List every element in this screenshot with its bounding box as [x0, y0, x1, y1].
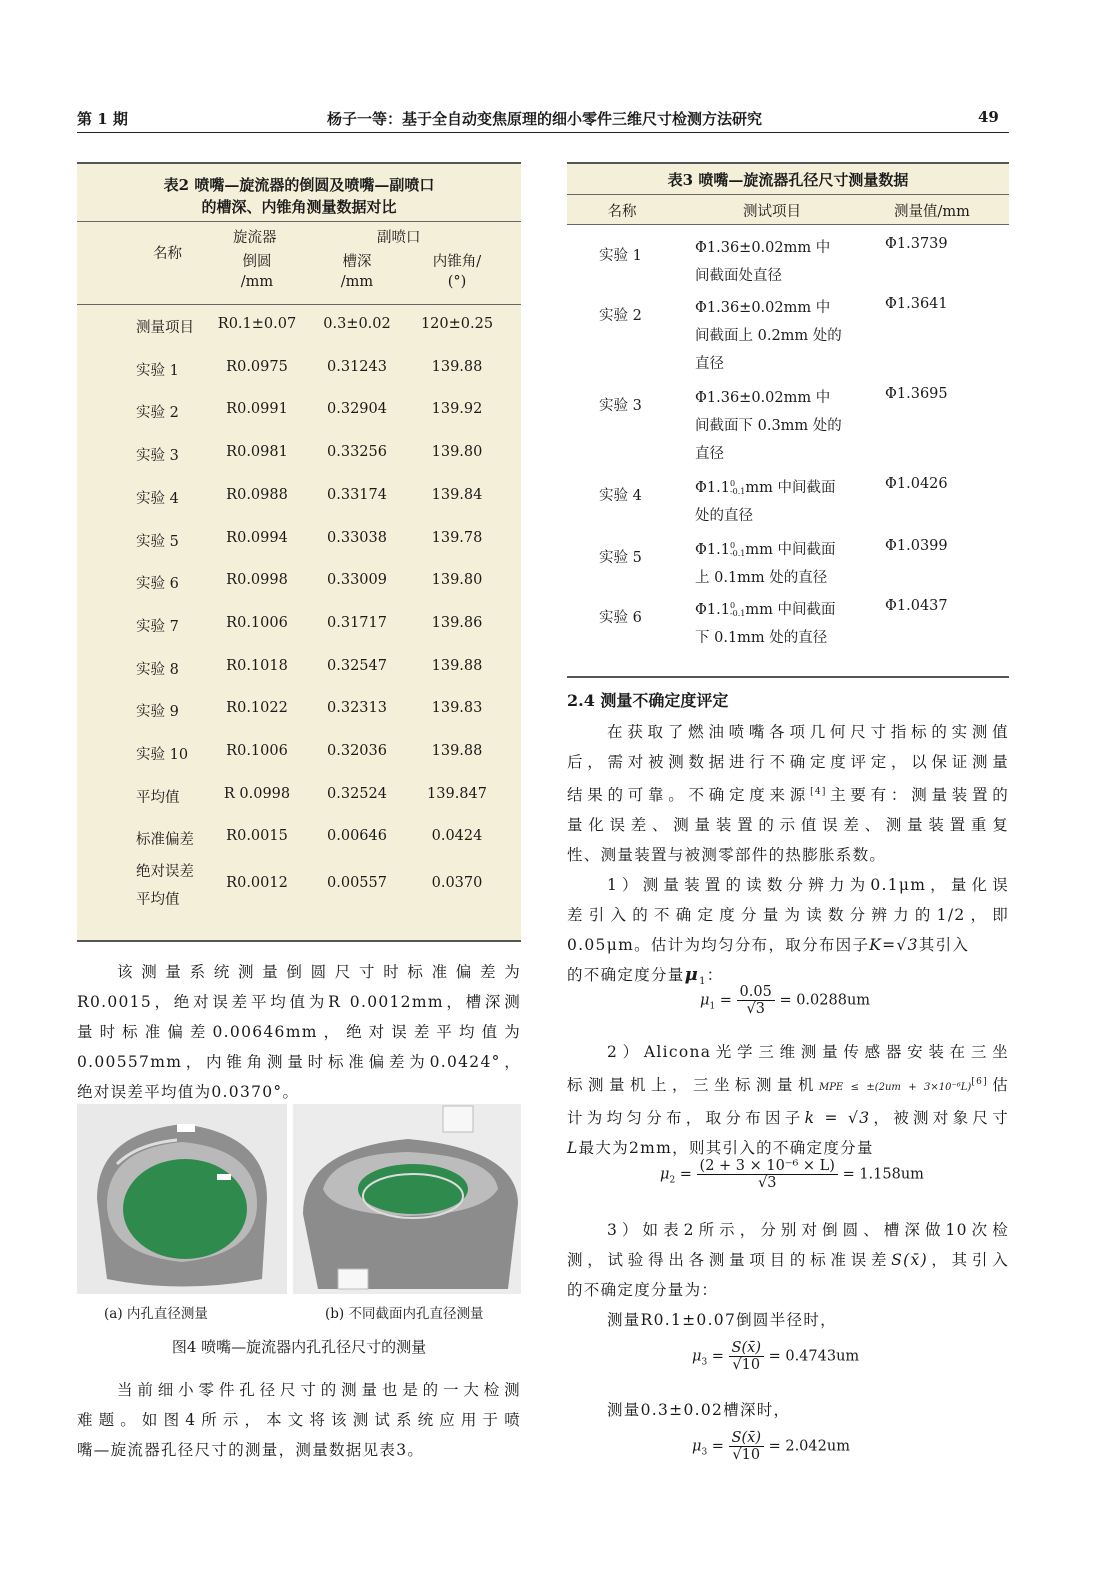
t3-head-value: 测量值/mm — [894, 204, 970, 220]
t3-row6-name: 实验 6 — [599, 610, 642, 626]
sx-expression: S(x̄) — [891, 1251, 928, 1269]
eq-denominator: √3 — [746, 1001, 765, 1017]
item-text: mm 中间截面 — [745, 480, 836, 496]
equation-2: $\mu_2$ = $\frac{\text{(2 + 3 × 10⁻⁶ × L)}}{√3}$ = 1.158um — [660, 1158, 924, 1191]
table-cell: 139.88 — [431, 743, 483, 759]
row-label: 实验 2 — [136, 405, 179, 422]
table-cell: 139.92 — [431, 401, 483, 418]
eq-numerator: (2 + 3 × 10⁻⁶ × L) — [697, 1158, 838, 1175]
text-line: 后，需对被测数据进行不确定度评定，以保证测量 — [567, 753, 1009, 771]
table-cell: R0.1022 — [226, 700, 288, 717]
text-line — [567, 1103, 1009, 1133]
tolerance-upper: 0 — [729, 479, 736, 488]
t3-row5-value: Φ1.0399 — [885, 538, 948, 554]
table-3-rule — [567, 224, 1009, 225]
t2-head-col2-unit: /mm — [340, 274, 374, 290]
text-line — [567, 1245, 1009, 1275]
equation-3: $\mu_3$ = $\frac{S(x̄)}{√10}$ = 0.4743um — [692, 1340, 860, 1373]
table-cell: 139.80 — [431, 572, 483, 589]
table-cell: R0.0015 — [226, 828, 288, 845]
eq-sub: 2 — [669, 1175, 676, 1186]
section-paragraph-4 — [567, 1395, 1009, 1425]
t3-row5-item: 上 0.1mm 处的直径 — [695, 570, 828, 586]
t3-row1-value: Φ1.3739 — [885, 236, 948, 252]
t3-row2-item: 间截面上 0.2mm 处的 — [695, 328, 842, 344]
figure-4a-image — [77, 1104, 287, 1294]
row-label: 实验 8 — [136, 661, 179, 678]
text-line: 2）Alicona光学三维测量传感器安装在三坐 — [607, 1043, 1009, 1061]
t3-row3-name: 实验 3 — [599, 398, 642, 414]
eq-sub: 3 — [701, 1357, 708, 1368]
t2-head-col3-unit: (°) — [447, 274, 467, 290]
t3-row4-item: 处的直径 — [695, 508, 753, 524]
eq-lhs: μ — [692, 1348, 702, 1365]
text-fragment: ，其引入 — [927, 1251, 1009, 1269]
item-text: Φ1.1 — [695, 542, 730, 558]
t3-row3-value: Φ1.3695 — [885, 386, 948, 402]
header-rule — [77, 132, 1009, 133]
t2-head-group2: 副喷口 — [377, 230, 421, 246]
table-cell: 0.00646 — [327, 828, 387, 845]
t3-row5-name: 实验 5 — [599, 550, 642, 566]
left-paragraph-2 — [77, 1375, 521, 1465]
t3-head-item: 测试项目 — [743, 204, 801, 220]
row-label: 实验 3 — [136, 448, 179, 465]
tolerance-lower: -0.1 — [729, 609, 746, 618]
text-line: 差引入的不确定度分量为读数分辨力的1/2，即 — [567, 906, 1009, 925]
text-fragment: 估 — [988, 1076, 1009, 1095]
mu-symbol: μ — [684, 964, 700, 986]
eq-rhs: = 2.042um — [768, 1438, 850, 1455]
item-text: Φ1.1 — [695, 602, 730, 618]
text-line: 量化误差、测量装置的示值误差、测量装置重复 — [567, 816, 1009, 835]
eq-denominator: √10 — [732, 1357, 761, 1373]
t3-row2-name: 实验 2 — [599, 308, 642, 324]
text-line: 性、测量装置与被测零部件的热膨胀系数。 — [567, 846, 887, 865]
t3-row4-item — [695, 476, 836, 497]
t2-head-col3: 内锥角/ — [432, 254, 482, 270]
eq-lhs: μ — [700, 992, 710, 1009]
table-cell: 139.847 — [427, 785, 487, 802]
figure-4a-caption: (a) 内孔直径测量 — [104, 1306, 208, 1322]
mu-subscript: 1 — [699, 976, 707, 988]
L-symbol: L — [567, 1139, 579, 1158]
table-cell: 0.3±0.02 — [323, 316, 391, 332]
text-fragment: ，被测对象尺寸 — [870, 1109, 1009, 1128]
table-cell: 0.33038 — [327, 529, 387, 546]
eq-sub: 1 — [709, 1001, 716, 1012]
t3-row1-item: Φ1.36±0.02mm 中 — [695, 240, 831, 256]
eq-denominator: √3 — [758, 1175, 777, 1191]
table-cell: 0.31243 — [327, 358, 387, 375]
t2-last-v3: 0.0370 — [431, 875, 483, 891]
t2-head-name: 名称 — [153, 246, 182, 262]
t2-head-group1: 旋流器 — [233, 230, 277, 246]
eq-sub: 3 — [701, 1447, 708, 1458]
text-line: 该测量系统测量倒圆尺寸时标准偏差为 — [117, 963, 521, 981]
table-cell: 139.78 — [431, 529, 483, 546]
issue-number: 第 1 期 — [77, 110, 128, 128]
text-line: 3）如表2所示，分别对倒圆、槽深做10次检 — [607, 1221, 1009, 1239]
text-line: 嘴—旋流器孔径尺寸的测量，测量数据见表3。 — [77, 1441, 425, 1459]
citation: [4] — [810, 787, 827, 797]
table-2-rule — [77, 304, 521, 305]
text-fragment: 最大为2mm，则其引入的不确定度分量 — [578, 1139, 874, 1158]
equation-4: $\mu_3$ = $\frac{S(x̄)}{√10}$ = 2.042um — [692, 1430, 850, 1463]
text-fragment: 其引入 — [918, 936, 970, 955]
t3-row4-value: Φ1.0426 — [885, 476, 948, 492]
table-cell: R0.0975 — [226, 358, 288, 375]
table-2-rule — [77, 221, 521, 222]
table-cell: R0.0981 — [226, 444, 288, 461]
row-label: 实验 9 — [136, 704, 179, 721]
eq-rhs: = 1.158um — [842, 1166, 924, 1183]
t2-head-col1-unit: /mm — [240, 274, 274, 290]
t3-row3-item: 间截面下 0.3mm 处的 — [695, 418, 842, 434]
table-cell: R0.0988 — [226, 486, 288, 503]
eq-numerator: S(x̄) — [729, 1430, 764, 1447]
citation: [6] — [971, 1077, 988, 1087]
t2-head-col2: 槽深 — [342, 254, 372, 270]
table-2-caption-line2: 的槽深、内锥角测量数据对比 — [201, 198, 397, 216]
t2-last-name2: 平均值 — [136, 892, 180, 908]
text-fragment: 计为均匀分布，取分布因子 — [567, 1109, 805, 1128]
item-text: mm 中间截面 — [745, 542, 836, 558]
page-number: 49 — [978, 108, 999, 126]
eq-lhs: μ — [692, 1438, 702, 1455]
item-text: mm 中间截面 — [745, 602, 836, 618]
eq-denominator: √10 — [732, 1447, 761, 1463]
t2-head-col1: 倒圆 — [242, 254, 272, 270]
section-paragraph-2 — [567, 1037, 1009, 1163]
table-cell: 139.80 — [431, 444, 483, 461]
t3-row5-item — [695, 538, 836, 559]
text-line: 0.00557mm，内锥角测量时标准偏差为0.0424°， — [77, 1053, 521, 1071]
text-line: 测量0.3±0.02槽深时， — [607, 1401, 791, 1419]
text-line: 测量R0.1±0.07倒圆半径时， — [607, 1311, 837, 1329]
t3-row2-value: Φ1.3641 — [885, 296, 948, 312]
t3-row6-value: Φ1.0437 — [885, 598, 948, 614]
text-line — [567, 1067, 1009, 1103]
text-line: 量时标准偏差0.00646mm，绝对误差平均值为 — [77, 1023, 521, 1041]
table-3-rule — [567, 194, 1009, 195]
tolerance-lower: -0.1 — [729, 549, 746, 558]
text-line — [567, 930, 1009, 960]
table-cell: R0.1006 — [226, 614, 288, 631]
t3-row2-item: Φ1.36±0.02mm 中 — [695, 300, 831, 316]
table-cell: 0.33009 — [327, 572, 387, 589]
eq-fraction — [697, 1158, 838, 1191]
mpe-expression: MPE ≤ ±(2um + 3×10⁻⁶L) — [818, 1082, 972, 1094]
text-line: 绝对误差平均值为0.0370°。 — [77, 1083, 300, 1101]
figure-4-caption: 图4 喷嘴—旋流器内孔孔径尺寸的测量 — [171, 1338, 427, 1356]
row-label: 平均值 — [136, 789, 180, 806]
table-cell: R 0.0998 — [223, 785, 291, 802]
eq-rhs: = 0.4743um — [768, 1348, 860, 1365]
t3-row4-name: 实验 4 — [599, 488, 642, 504]
table-cell: 139.84 — [431, 486, 483, 503]
t3-head-name: 名称 — [607, 204, 637, 220]
tolerance-upper: 0 — [729, 541, 736, 550]
table-cell: 139.88 — [431, 358, 483, 375]
table-cell: R0.0991 — [226, 401, 288, 418]
row-label: 实验 1 — [136, 362, 179, 379]
tolerance-upper: 0 — [729, 601, 736, 610]
t2-last-v2: 0.00557 — [327, 875, 387, 891]
table-3 — [567, 162, 1009, 678]
text-line: R0.0015，绝对误差平均值为R 0.0012mm，槽深测 — [77, 993, 521, 1011]
row-label: 实验 10 — [136, 747, 189, 763]
table-cell: R0.1±0.07 — [217, 316, 297, 332]
table-cell: 0.32036 — [327, 743, 387, 759]
table-cell: 0.33256 — [327, 444, 387, 461]
eq-numerator: 0.05 — [737, 984, 775, 1001]
text-line: 在获取了燃油喷嘴各项几何尺寸指标的实测值 — [607, 723, 1009, 741]
table-cell: 139.83 — [431, 700, 483, 717]
eq-numerator: S(x̄) — [729, 1340, 764, 1357]
table-cell: R0.1018 — [226, 657, 288, 674]
item-text: Φ1.1 — [695, 480, 730, 496]
eq-fraction — [729, 1430, 764, 1463]
t3-row3-item: Φ1.36±0.02mm 中 — [695, 390, 831, 406]
row-label: 实验 4 — [136, 490, 179, 507]
left-paragraph-1 — [77, 957, 521, 1107]
text-line: 的不确定度分量为： — [567, 1281, 719, 1299]
eq-fraction — [729, 1340, 764, 1373]
table-2-caption-line1: 表2 喷嘴—旋流器的倒圆及喷嘴—副喷口 — [163, 176, 435, 194]
table-3-caption: 表3 喷嘴—旋流器孔径尺寸测量数据 — [667, 171, 909, 189]
table-cell: 0.33174 — [327, 486, 387, 503]
k2-expression: k = √3 — [804, 1109, 871, 1128]
text-line — [567, 777, 1009, 810]
text-fragment: 的不确定度分量 — [567, 966, 685, 985]
t3-row6-item — [695, 598, 836, 619]
t3-row1-name: 实验 1 — [599, 248, 642, 264]
text-line: 当前细小零件孔径尺寸的测量也是的一大检测 — [117, 1381, 521, 1399]
table-cell: R0.1006 — [226, 743, 288, 759]
table-cell: 0.0424 — [431, 828, 483, 845]
table-cell: 0.31717 — [327, 614, 387, 631]
table-cell: 139.88 — [431, 657, 483, 674]
table-cell: 0.32313 — [327, 700, 387, 717]
text-line: 难题。如图4所示，本文将该测试系统应用于喷 — [77, 1411, 521, 1429]
table-cell: 0.32904 — [327, 401, 387, 418]
t2-last-name1: 绝对误差 — [136, 864, 194, 880]
text-fragment: 结果的可靠。不确定度来源 — [567, 786, 811, 805]
t3-row2-item: 直径 — [695, 356, 724, 372]
table-cell: R0.0998 — [226, 572, 288, 589]
t2-last-v1: R0.0012 — [226, 875, 288, 891]
section-heading: 2.4 测量不确定度评定 — [567, 691, 729, 710]
tolerance-lower: -0.1 — [729, 487, 746, 496]
text-fragment: 标测量机上，三坐标测量机 — [567, 1076, 819, 1095]
eq-lhs: μ — [660, 1166, 670, 1183]
text-fragment: 0.05μm。估计为均匀分布，取分布因子 — [567, 936, 870, 955]
section-paragraph-1 — [567, 717, 1009, 997]
row-label: 实验 7 — [136, 618, 179, 635]
text-fragment: 测，试验得出各测量项目的标准误差 — [567, 1251, 892, 1269]
table-cell: 139.86 — [431, 614, 483, 631]
row-label: 测量项目 — [136, 320, 194, 336]
table-2 — [77, 162, 521, 942]
row-label: 标准偏差 — [136, 832, 194, 849]
t3-row3-item: 直径 — [695, 446, 724, 462]
table-cell: 0.32547 — [327, 657, 387, 674]
row-label: 实验 5 — [136, 533, 179, 550]
t3-row1-item: 间截面处直径 — [695, 268, 782, 284]
figure-4b-image — [293, 1104, 521, 1294]
section-paragraph-3 — [567, 1215, 1009, 1335]
equation-1: $\mu_1$ = $\frac{0.05}{√3}$ = 0.0288um — [700, 984, 871, 1017]
eq-rhs: = 0.0288um — [779, 992, 871, 1009]
table-cell: 120±0.25 — [420, 316, 494, 332]
k-expression: K=√3 — [869, 936, 919, 955]
t3-row6-item: 下 0.1mm 处的直径 — [695, 630, 828, 646]
table-cell: R0.0994 — [226, 529, 288, 546]
row-label: 实验 6 — [136, 576, 179, 593]
text-fragment: ： — [706, 966, 724, 985]
text-fragment: 主要有：测量装置的 — [826, 786, 1010, 805]
figure-4b-caption: (b) 不同截面内孔直径测量 — [325, 1306, 484, 1322]
running-title: 杨子一等：基于全自动变焦原理的细小零件三维尺寸检测方法研究 — [327, 110, 763, 128]
eq-fraction — [737, 984, 775, 1017]
text-line: 1）测量装置的读数分辨力为0.1μm，量化误 — [607, 876, 1009, 895]
table-cell: 0.32524 — [327, 785, 387, 802]
